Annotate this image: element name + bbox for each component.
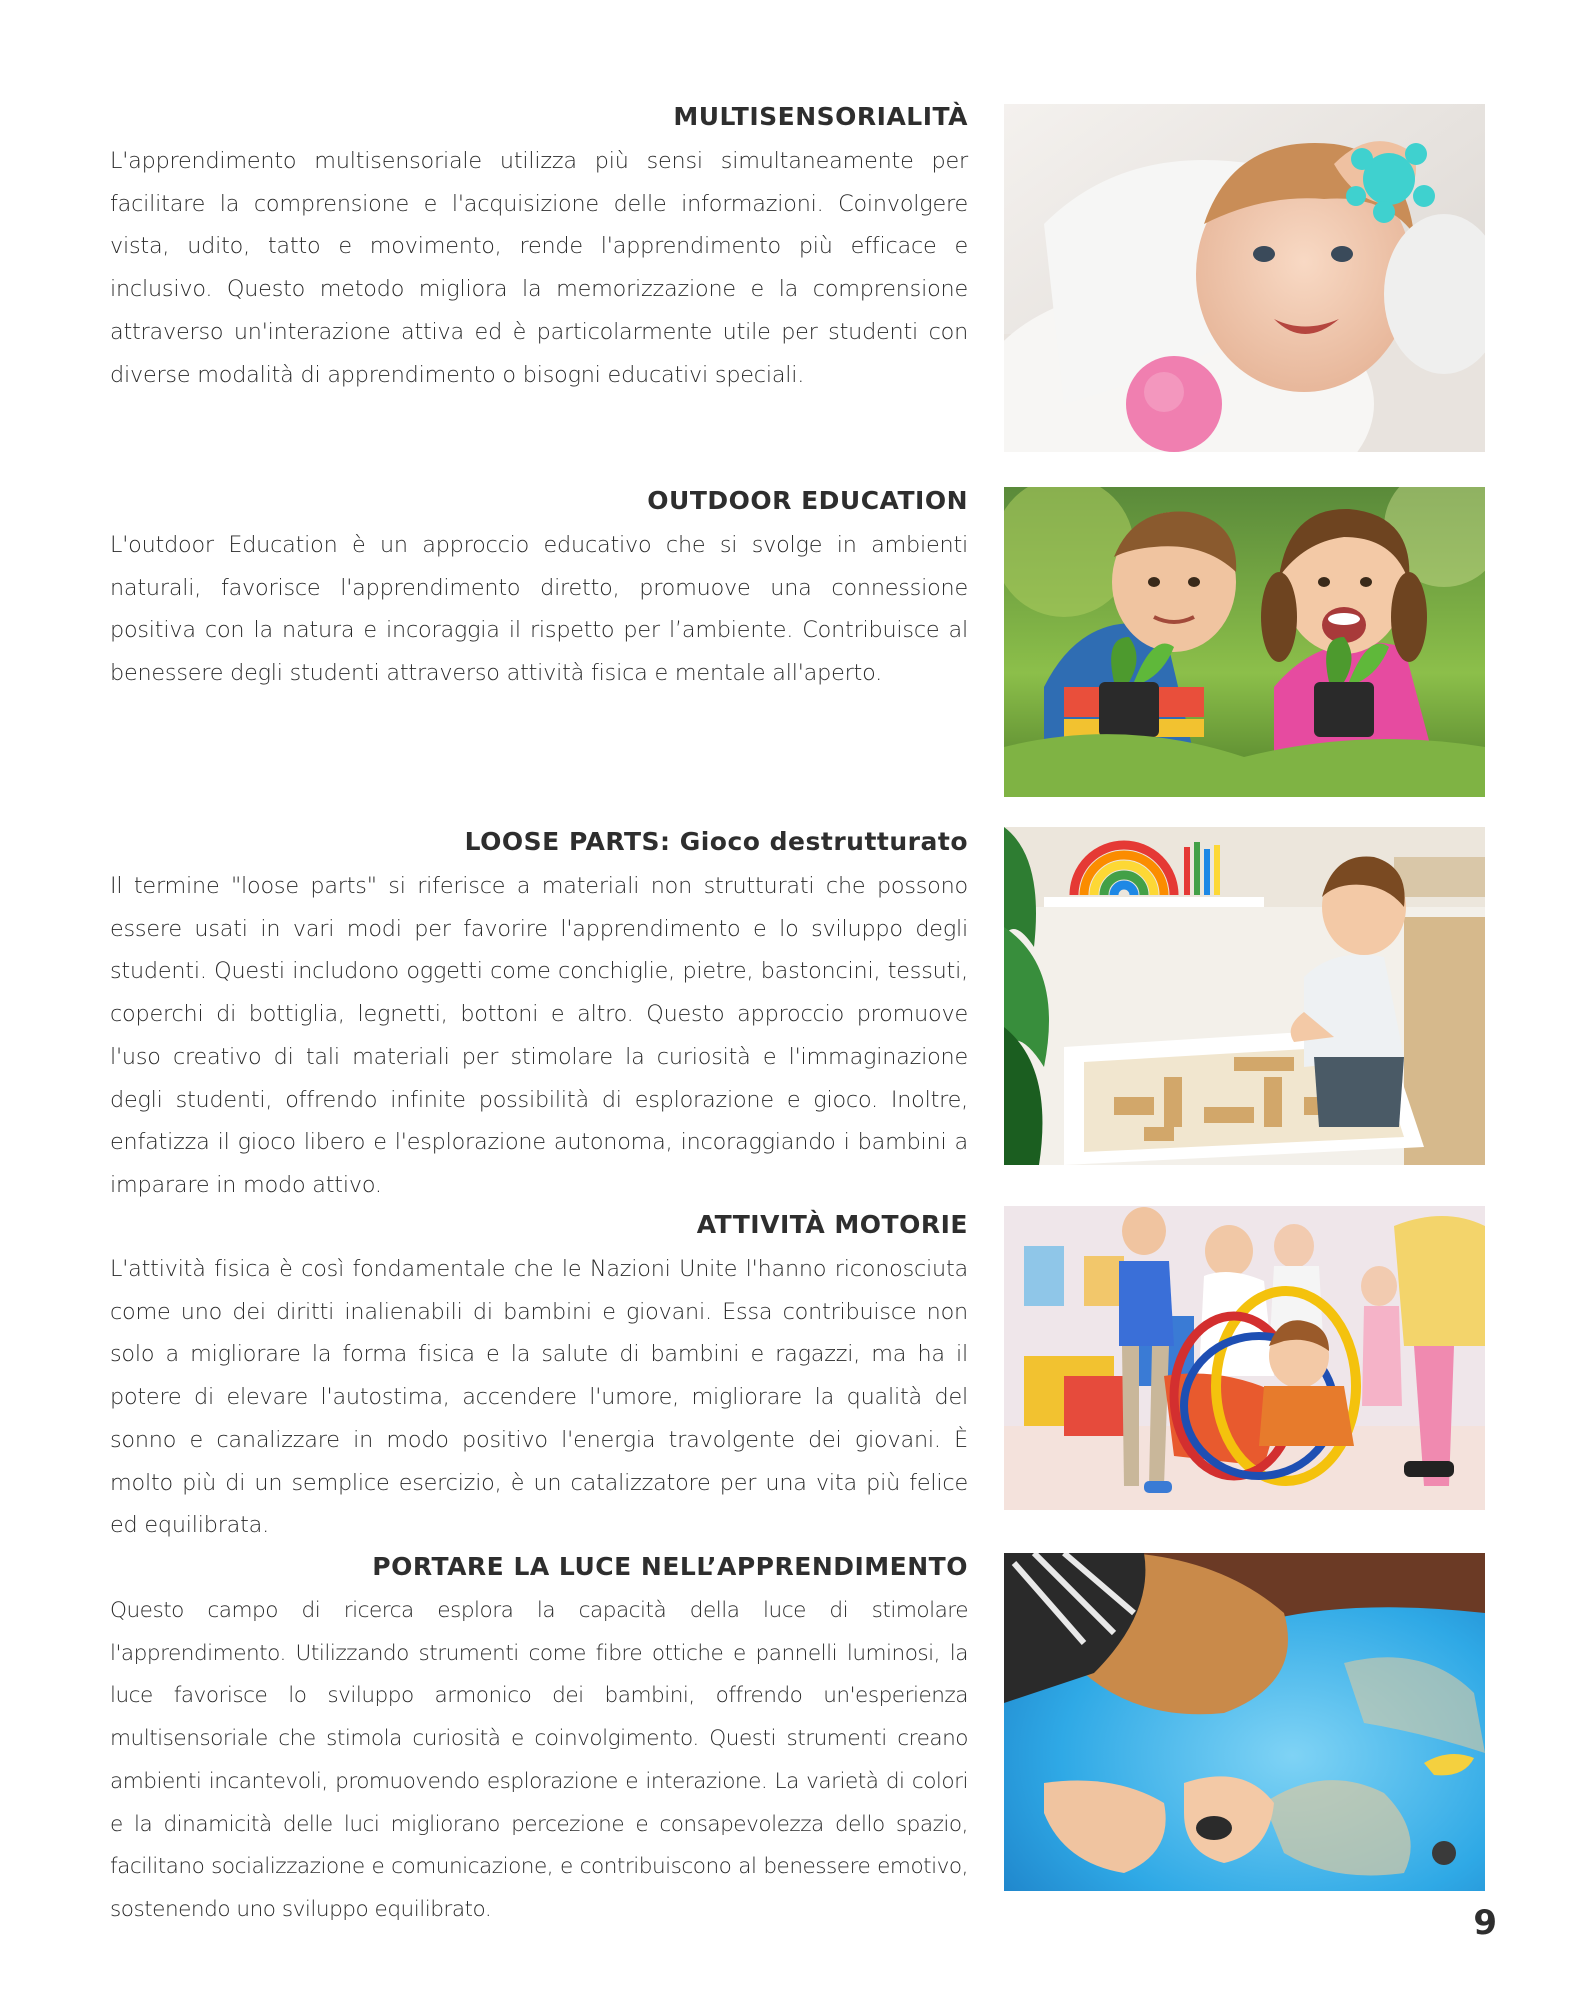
section-multisensorialita (110, 100, 968, 396)
children-playing-with-hoops-photo (1004, 1206, 1485, 1510)
child-at-light-table-photo (1004, 1553, 1485, 1891)
section-title: PORTARE LA LUCE NELL’APPRENDIMENTO (372, 1552, 968, 1581)
child-with-sensory-toys-photo (1004, 104, 1485, 452)
section-body: L'outdoor Education è un approccio educativo che si svolge in ambienti naturali, favorisce l'apprendimento diretto, promuove una connessione positiva con la natura e incoraggia il rispetto per l’ambiente. Contribuisce al benessere degli studenti attraverso attività fisica e mentale all'aperto. (110, 532, 968, 687)
section-title: LOOSE PARTS: Gioco destrutturato (464, 827, 968, 856)
section-title: ATTIVITÀ MOTORIE (696, 1210, 968, 1239)
section-portare-la-luce (110, 1550, 968, 1932)
section-body: Questo campo di ricerca esplora la capacità della luce di stimolare l'apprendimento. Utilizzando strumenti come fibre ottiche e pannelli luminosi, la luce favorisce lo sviluppo armonico dei bambini, offrendo un'esperienza multisensoriale che stimola curiosità e coinvolgimento. Questi strumenti creano ambienti incantevoli, promuovendo esplorazione e interazione. La varietà di colori e la dinamicità delle luci migliorano percezione e consapevolezza dello spazio, facilitano socializzazione e comunicazione, e contribuiscono al benessere emotivo, sostenendo uno sviluppo equilibrato. (110, 1598, 968, 1922)
section-body: Il termine "loose parts" si riferisce a materiali non strutturati che possono essere usati in vari modi per favorire l'apprendimento e lo sviluppo degli studenti. Questi includono oggetti come conchiglie, pietre, bastoncini, tessuti, coperchi di bottiglia, legnetti, bottoni e altro. Questo approccio promuove l'uso creativo di tali materiali per stimolare la curiosità e l'immaginazione degli studenti, offrendo infinite possibilità di esplorazione e gioco. Inoltre, enfatizza il gioco libero e l'esplorazione autonoma, incoraggiando i bambini a imparare in modo attivo. (110, 873, 968, 1198)
section-body: L'attività fisica è così fondamentale che le Nazioni Unite l'hanno riconosciuta come uno dei diritti inalienabili di bambini e giovani. Essa contribuisce non solo a migliorare la forma fisica e la salute di bambini e ragazzi, ma ha il potere di elevare l'autostima, accendere l'umore, migliorare la qualità del sonno e canalizzare in modo positivo l'energia travolgente dei giovani. È molto più di un semplice esercizio, è un catalizzatore per una vita più felice ed equilibrata. (110, 1256, 968, 1539)
section-title: OUTDOOR EDUCATION (647, 486, 968, 515)
section-outdoor-education (110, 484, 968, 695)
child-playing-wooden-blocks-photo (1004, 827, 1485, 1165)
section-loose-parts (110, 825, 968, 1207)
section-attivita-motorie (110, 1208, 968, 1547)
section-title: MULTISENSORIALITÀ (673, 102, 968, 131)
section-body: L'apprendimento multisensoriale utilizza più sensi simultaneamente per facilitare la comprensione e l'acquisizione delle informazioni. Coinvolgere vista, udito, tatto e movimento, rende l'apprendimento più efficace e inclusivo. Questo metodo migliora la memorizzazione e la comprensione attraverso un'interazione attiva ed è particolarmente utile per studenti con diverse modalità di apprendimento o bisogni educativi speciali. (110, 148, 968, 388)
page-number: 9 (1473, 1903, 1497, 1943)
children-holding-plants-photo (1004, 487, 1485, 797)
